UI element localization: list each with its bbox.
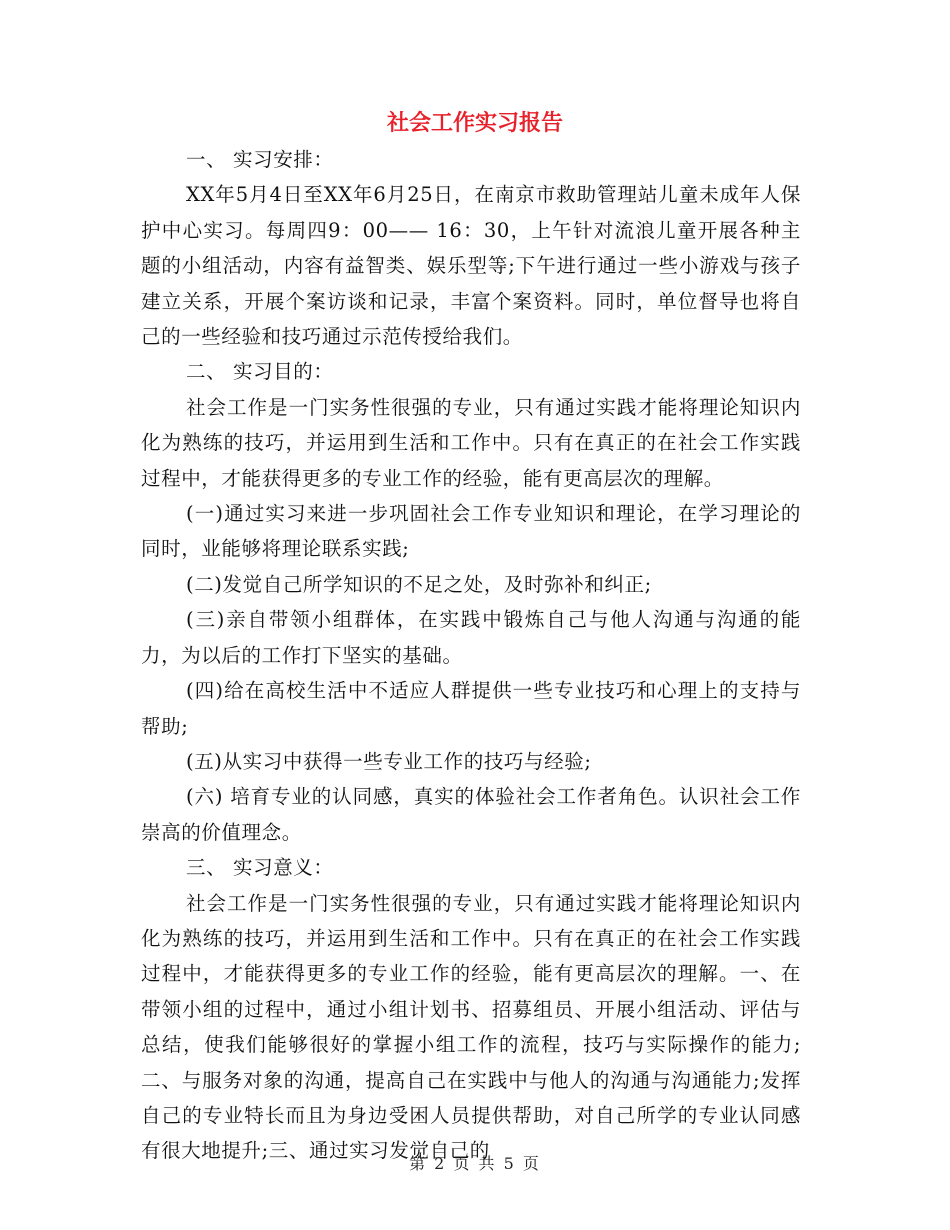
purpose-item-4: (四)给在高校生活中不适应人群提供一些专业技巧和心理上的支持与帮助; bbox=[141, 679, 801, 738]
purpose-item-1: (一)通过实习来进一步巩固社会工作专业知识和理论，在学习理论的同时，业能够将理论联系实践; bbox=[141, 502, 801, 561]
document-body bbox=[141, 142, 801, 1169]
purpose-item-2: (二)发觉自己所学知识的不足之处，及时弥补和纠正; bbox=[186, 572, 652, 596]
document-title: 社会工作实习报告 bbox=[386, 111, 563, 136]
purpose-item-5: (五)从实习中获得一些专业工作的技巧与经验; bbox=[186, 749, 592, 773]
purpose-item-6: (六) 培育专业的认同感，真实的体验社会工作者角色。认识社会工作崇高的价值理念。 bbox=[141, 785, 801, 844]
page-footer: 第 2 页 共 5 页 bbox=[409, 1154, 541, 1173]
purpose-item-3: (三)亲自带领小组群体，在实践中锻炼自己与他人沟通与沟通的能力，为以后的工作打下坚实的基础。 bbox=[141, 608, 801, 667]
section-heading-significance: 三、 实习意义： bbox=[186, 856, 334, 880]
paragraph-purpose: 社会工作是一门实务性很强的专业，只有通过实践才能将理论知识内化为熟练的技巧，并运用到生活和工作中。只有在真正的在社会工作实践过程中，才能获得更多的专业工作的经验，能有更高层次的理解。 bbox=[141, 395, 801, 490]
section-heading-purpose: 二、 实习目的： bbox=[186, 360, 334, 384]
section-heading-arrangement: 一、 实习安排： bbox=[186, 148, 334, 171]
paragraph-arrangement: XX年5月4日至XX年6月25日，在南京市救助管理站儿童未成年人保护中心实习。每周四9：00—— 16：30，上午针对流浪儿童开展各种主题的小组活动，内容有益智类、娱乐型等;下午进行通过一些小游戏与孩子建立关系，开展个案访谈和记录，丰富个案资料。同时，单位督导也将自己的一些经验和技巧通过示范传授给我们。 bbox=[141, 183, 801, 349]
paragraph-significance: 社会工作是一门实务性很强的专业，只有通过实践才能将理论知识内化为熟练的技巧，并运用到生活和工作中。只有在真正的在社会工作实践过程中，才能获得更多的专业工作的经验，能有更高层次的理解。一、在带领小组的过程中，通过小组计划书、招募组员、开展小组活动、评估与总结，使我们能够很好的掌握小组工作的流程，技巧与实际操作的能力;二、与服务对象的沟通，提高自己在实践中与他人的沟通与沟通能力;发挥自己的专业特长而且为身边受困人员提供帮助，对自己所学的专业认同感有很大地提升;三、通过实习发觉自己的 bbox=[141, 891, 801, 1163]
